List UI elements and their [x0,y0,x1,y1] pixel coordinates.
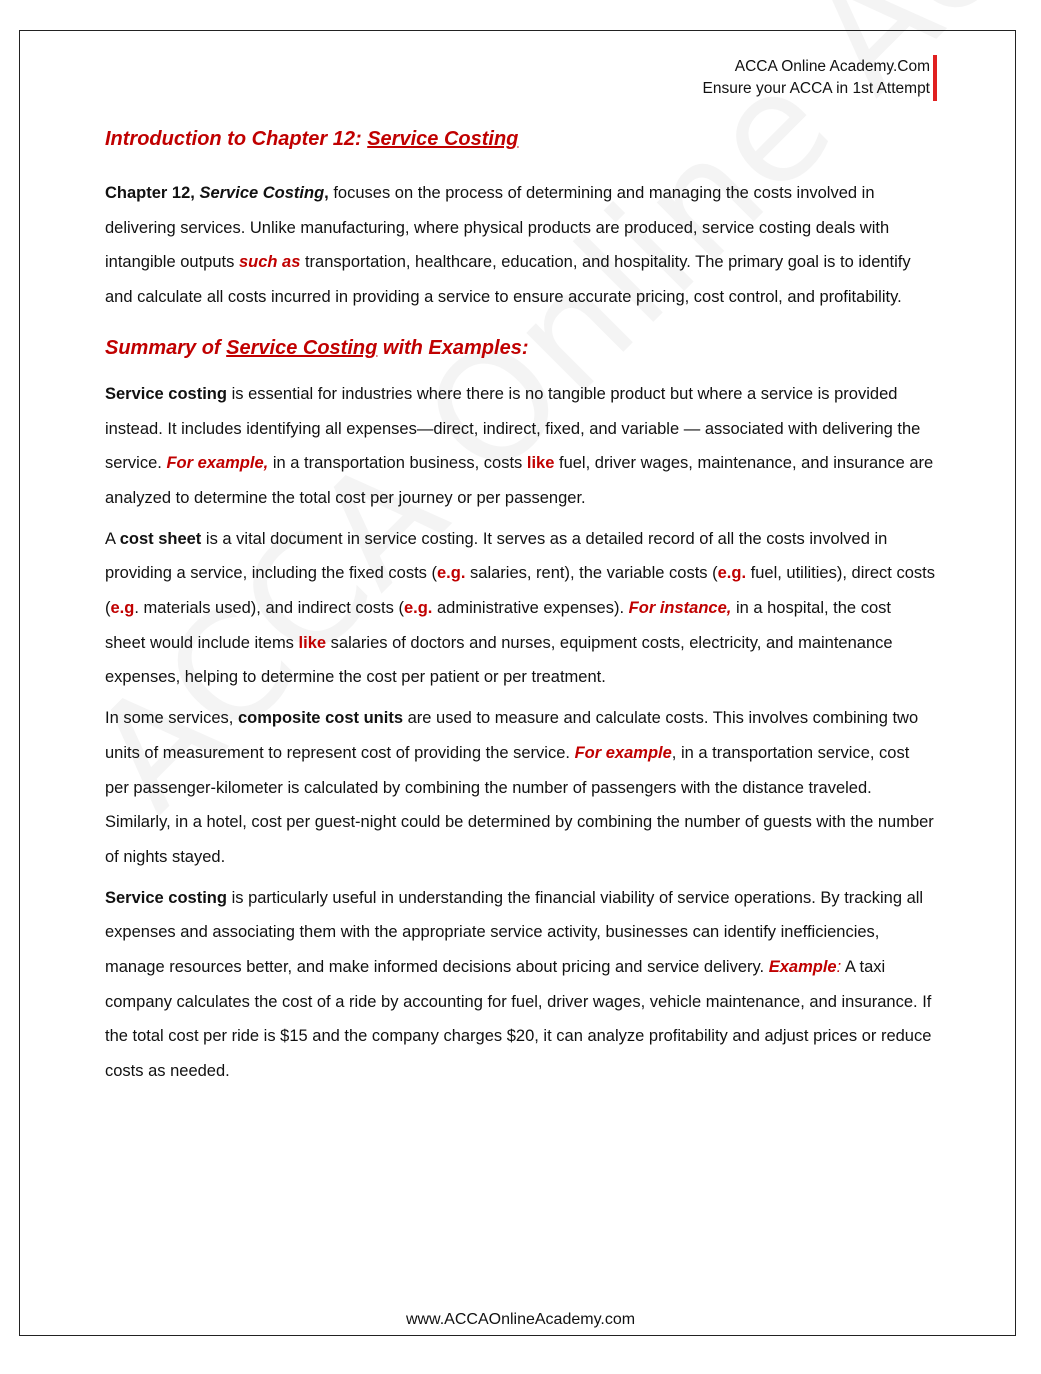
p1-text-2: in a transportation business, costs [268,454,527,473]
summary-heading-topic: Service Costing [226,336,378,359]
p2-eg-1: e.g. [437,564,466,583]
summary-heading-suffix: with Examples: [377,336,529,359]
p1-emphasis: For example, [166,454,269,473]
header-accent-bar [933,55,937,101]
footer-url: www.ACCAOnlineAcademy.com [405,1311,636,1328]
intro-text-1: focuses on the process of determining and managing the costs involved in delivering services. Unlike manufacturing, where physical products are produced, service costing deals with intangible outputs [105,184,890,272]
page-header [703,56,930,100]
p1-text-1: is essential for industries where there is no tangible product but where a service is provided instead. It includes identifying all expenses—direct, indirect, fixed, and variable — associated with delivering the service. [105,384,921,473]
header-line-1: ACCA Online Academy.Com [734,58,930,75]
chapter-heading-topic: Service Costing [367,128,519,150]
paragraph-3 [105,701,935,875]
p1-text-3: fuel, driver wages, maintenance, and insurance are analyzed to determine the total cost per journey or per passenger. [105,454,934,507]
p3-t2: are used to measure and calculate costs. This involves combining two units of measurement to represent cost of providing the service. [105,709,919,762]
paragraph-1 [105,377,935,516]
intro-bold-comma: , [324,184,329,202]
header-line-2: Ensure your ACCA in 1st Attempt [702,80,930,97]
p2-t3: salaries, rent), the variable costs ( [465,564,718,583]
p3-t3: , in a transportation service, cost per passenger-kilometer is calculated by combining the number of passengers with the distance traveled. Similarly, in a hotel, cost per guest-night could be determined by combining the number of guests with the number of nights stayed. [105,743,934,866]
p3-bold: composite cost units [237,709,403,728]
p2-t8: salaries of doctors and nurses, equipment costs, electricity, and maintenance expenses, helping to determine the cost per patient or per treatment. [105,633,893,687]
document-body [105,122,935,1089]
p4-bold: Service costing [105,888,227,907]
p3-emphasis: For example [574,743,672,762]
intro-bold-italic: Service Costing [199,184,325,202]
p1-bold: Service costing [105,384,227,403]
chapter-heading [105,122,935,156]
p2-t2: is a vital document in service costing. It serves as a detailed record of all the costs involved in providing a service, including the fixed costs ( [105,529,888,583]
intro-emphasis: such as [238,253,301,272]
p2-red-bold: like [298,633,327,652]
paragraph-2 [105,522,935,696]
p4-colon: : [836,958,842,977]
paragraph-4 [105,881,935,1089]
p2-t6: administrative expenses). [432,599,629,618]
intro-bold: Chapter 12, [105,184,200,202]
p2-t1: A [105,529,120,548]
p2-eg-2: e.g. [717,564,747,583]
p4-t2: A taxi company calculates the cost of a ride by accounting for fuel, driver wages, vehicle maintenance, and insurance. If the total cost per ride is $15 and the company charges $20, it can analyze profitability and adjust prices or reduce costs as needed. [105,958,932,1081]
summary-heading [105,331,935,365]
p2-emphasis: For instance, [628,599,732,618]
summary-heading-prefix: Summary of [105,336,227,359]
p1-red-bold: like [526,454,555,473]
p2-eg-3: e.g [110,599,135,618]
p2-t4: fuel, utilities), direct costs ( [105,564,935,618]
p3-t1: In some services, [105,709,238,728]
intro-text-2: transportation, healthcare, education, and hospitality. The primary goal is to identify and calculate all costs incurred in providing a service to ensure accurate pricing, cost control, and profitability. [105,253,911,307]
p2-eg-4: e.g. [403,599,433,618]
intro-paragraph [105,176,935,315]
p4-emphasis: Example [768,958,837,977]
p2-t5: . materials used), and indirect costs ( [134,599,404,618]
p4-t1: is particularly useful in understanding the financial viability of service operations. By tracking all expenses and associating them with the appropriate service activity, businesses can identify inefficiencies, manage resources better, and make informed decisions about pricing and service delivery. [105,888,924,977]
chapter-heading-prefix: Introduction to Chapter 12: [105,128,368,150]
p2-bold: cost sheet [119,529,202,548]
p2-t7: in a hospital, the cost sheet would include items [105,599,891,652]
